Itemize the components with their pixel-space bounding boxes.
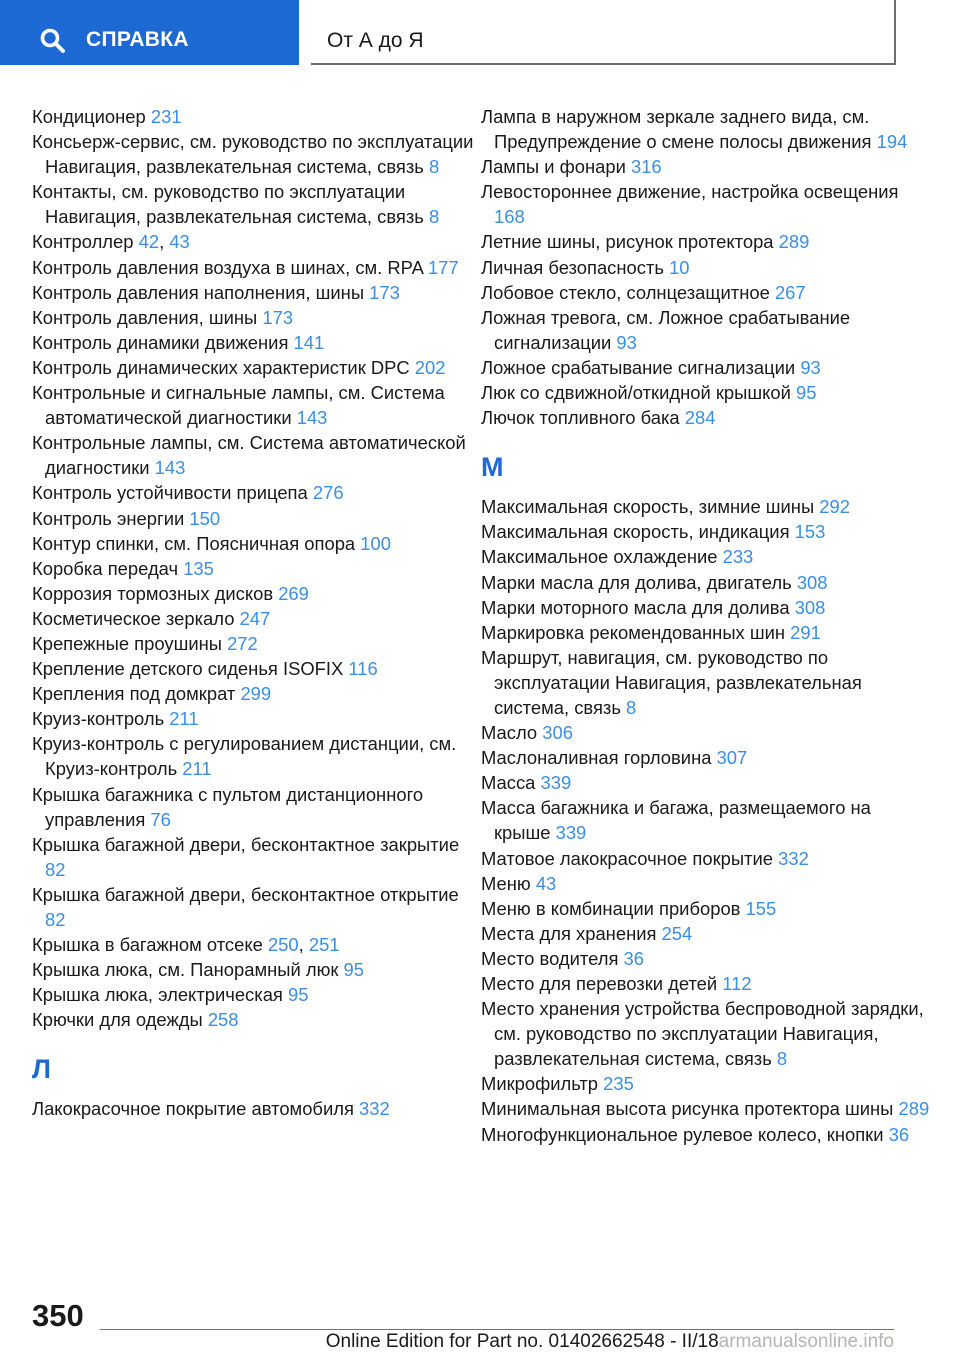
- page-link[interactable]: 95: [795, 382, 817, 404]
- index-entry: [481, 229, 931, 254]
- page-link[interactable]: 269: [278, 582, 309, 604]
- index-entry-text: Ложная тревога, см. Ложное срабатывание сигнализации: [481, 306, 851, 353]
- index-entry: [32, 1096, 482, 1121]
- index-entry-text: Меню: [481, 872, 536, 894]
- index-entry: [32, 832, 482, 882]
- index-entry: [481, 154, 931, 179]
- page-link[interactable]: 211: [169, 708, 199, 730]
- index-entry-text: Многофункциональное рулевое колесо, кнопки: [481, 1123, 889, 1145]
- index-entry-text: Контрольные и сигнальные лампы, см. Система автоматической диагностики: [32, 382, 445, 429]
- index-entry: [481, 405, 931, 430]
- index-entry-text: Ложное срабатывание сигнализации: [481, 356, 801, 378]
- index-entry-text: Коррозия тормозных дисков: [32, 582, 279, 604]
- index-entry-text: Личная безопасность: [481, 256, 670, 278]
- index-entry: [481, 871, 931, 896]
- index-entry-text: Коробка передач: [32, 557, 184, 579]
- index-entry-text: Люк со сдвижной/откидной крышкой: [481, 382, 796, 404]
- index-entry: [32, 380, 482, 430]
- page-link[interactable]: 276: [312, 482, 344, 504]
- index-entry-text: Крепление детского сиденья ISOFIX: [32, 658, 349, 680]
- chapter-header: [311, 0, 896, 65]
- index-entry: Контроллер 42, 43: [32, 231, 190, 253]
- page-link[interactable]: 36: [888, 1123, 910, 1145]
- index-entry: [32, 305, 482, 330]
- index-entry-text: Кондиционер: [32, 106, 151, 127]
- page-link[interactable]: 284: [684, 407, 716, 429]
- index-entry: [481, 795, 931, 845]
- page-link[interactable]: 153: [794, 521, 826, 543]
- index-entry: [32, 179, 482, 229]
- index-entry: [481, 1122, 931, 1147]
- index-entry: [32, 606, 482, 631]
- index-entry-text: Лампа в наружном зеркале заднего вида, см. Предупреждение о смене полосы движения: [481, 106, 877, 153]
- index-entry-text: Круиз-контроль: [32, 708, 170, 730]
- index-entry: [481, 720, 931, 745]
- page-link[interactable]: 143: [154, 457, 186, 479]
- index-entry: [481, 971, 931, 996]
- index-entry: [481, 179, 931, 229]
- index-entry: [481, 620, 931, 645]
- page-link[interactable]: 308: [794, 596, 826, 618]
- index-entry-text: Контроль давления наполнения, шины: [32, 281, 370, 303]
- page-link[interactable]: 332: [778, 847, 809, 869]
- page-link[interactable]: 247: [239, 607, 271, 629]
- index-entry-text: Микрофильтр: [481, 1073, 604, 1095]
- page-link[interactable]: 306: [542, 722, 573, 744]
- index-entry: [32, 882, 482, 932]
- page-link[interactable]: 235: [603, 1073, 634, 1095]
- index-entry-text: Места для хранения: [481, 922, 662, 944]
- page-link[interactable]: 177: [427, 256, 459, 278]
- index-entry-text: Крепления под домкрат: [32, 683, 241, 705]
- index-entry-text: Крышка в багажном отсеке: [32, 934, 268, 956]
- index-entry: [32, 430, 482, 480]
- index-entry: [481, 745, 931, 770]
- page-link[interactable]: 141: [293, 331, 325, 353]
- page-link[interactable]: 93: [616, 331, 637, 353]
- index-entry-text: Крышка багажной двери, бесконтактное открытие: [32, 883, 459, 905]
- page-link[interactable]: 339: [555, 822, 587, 844]
- index-entry-text: Левостороннее движение, настройка освещения: [481, 181, 899, 203]
- page-link[interactable]: 8: [428, 206, 440, 228]
- index-entry-text: Косметическое зеркало: [32, 607, 240, 629]
- page-link[interactable]: 8: [428, 156, 440, 178]
- index-entry: [32, 1007, 482, 1032]
- index-entry: [481, 1096, 931, 1121]
- index-entry-text: Круиз-контроль с регулированием дистанции, см. Круиз-контроль: [32, 733, 457, 780]
- index-entry: [32, 280, 482, 305]
- index-entry-text: Марки масла для долива, двигатель: [481, 571, 797, 593]
- page-link[interactable]: 95: [343, 959, 365, 981]
- index-entry: [32, 782, 482, 832]
- index-entry-text: Контроль динамических характеристик DPC: [32, 356, 415, 378]
- page-link[interactable]: 308: [796, 571, 828, 593]
- index-entry-text: Контур спинки, см. Поясничная опора: [32, 532, 361, 554]
- index-entry-text: Лобовое стекло, солнцезащитное: [481, 281, 775, 303]
- index-entry-text: Контроль устойчивости прицепа: [32, 482, 313, 504]
- page-link[interactable]: 233: [722, 546, 754, 568]
- index-entry-text: Крышка багажной двери, бесконтактное закрытие: [32, 833, 460, 855]
- index-entry-text: Контроль динамики движения: [32, 331, 294, 353]
- page-link[interactable]: 267: [774, 281, 806, 303]
- page-link[interactable]: 42: [138, 231, 160, 253]
- index-entry: [481, 645, 931, 720]
- page-link[interactable]: 231: [150, 106, 182, 127]
- index-entry-text: Максимальная скорость, индикация: [481, 521, 795, 543]
- index-entry-text: Контрольные лампы, см. Система автоматической диагностики: [32, 432, 466, 479]
- page-link[interactable]: 76: [150, 808, 171, 830]
- index-entry-text: Минимальная высота рисунка протектора шины: [481, 1098, 899, 1120]
- index-entry: [481, 1071, 931, 1096]
- index-entry: [481, 305, 931, 355]
- footer-divider: [100, 1329, 894, 1330]
- page-link[interactable]: 316: [630, 156, 662, 178]
- index-entry: [481, 380, 931, 405]
- index-entry: [481, 255, 931, 280]
- index-entry-text: Маркировка рекомендованных шин: [481, 621, 791, 643]
- page-link[interactable]: 36: [623, 947, 644, 969]
- page-link[interactable]: 258: [207, 1009, 239, 1031]
- index-entry-text: Марки моторного масла для долива: [481, 596, 795, 618]
- page-link[interactable]: 202: [414, 356, 446, 378]
- page-link[interactable]: 299: [240, 683, 272, 705]
- page-link[interactable]: 173: [262, 306, 294, 328]
- page-link[interactable]: 251: [308, 934, 340, 956]
- page-link[interactable]: 10: [669, 256, 690, 278]
- index-entry-text: Лампы и фонари: [481, 156, 631, 178]
- page-link[interactable]: 82: [45, 858, 66, 880]
- index-entry: [32, 957, 482, 982]
- page-link[interactable]: 43: [169, 231, 190, 253]
- index-entry-text: Контроль энергии: [32, 507, 190, 529]
- page-link[interactable]: 95: [288, 984, 309, 1006]
- index-entry: [32, 982, 482, 1007]
- page-link[interactable]: 332: [359, 1098, 390, 1120]
- index-entry-text: Матовое лакокрасочное покрытие: [481, 847, 779, 869]
- index-entry-text: Крепежные проушины: [32, 632, 228, 654]
- index-entry-text: Крышка люка, электрическая: [32, 984, 288, 1006]
- index-entry: Крышка в багажном отсеке 250, 251: [32, 934, 340, 956]
- index-entry-text: Масло: [481, 722, 543, 744]
- index-entry-text: Крышка багажника с пультом дистанционного управления: [32, 783, 424, 830]
- index-column-left: [32, 104, 482, 1122]
- page-link[interactable]: 93: [800, 356, 821, 378]
- index-entry: [32, 706, 482, 731]
- index-entry: [32, 506, 482, 531]
- page-link[interactable]: 135: [183, 557, 214, 579]
- index-entry-text: Масса: [481, 772, 541, 794]
- index-entry: [32, 129, 482, 179]
- index-entry: [481, 946, 931, 971]
- index-entry: [32, 656, 482, 681]
- search-icon: [40, 28, 66, 54]
- page-link[interactable]: 112: [722, 973, 752, 994]
- page-link[interactable]: 143: [296, 407, 328, 429]
- index-entry-text: Крючки для одежды: [32, 1009, 208, 1031]
- index-entry: [32, 104, 482, 129]
- edition-text: Online Edition for Part no. 01402662548 - II/18: [325, 1331, 719, 1352]
- index-entry: [481, 280, 931, 305]
- index-entry-text: Контроль давления воздуха в шинах, см. RPA: [32, 256, 428, 278]
- page-link[interactable]: 82: [45, 909, 66, 930]
- index-entry: [481, 846, 931, 871]
- index-entry: [32, 255, 482, 280]
- section-tab[interactable]: [0, 0, 299, 65]
- page-link[interactable]: 100: [360, 532, 391, 554]
- page-link[interactable]: 211: [182, 758, 212, 780]
- index-entry-text: Место хранения устройства беспроводной зарядки, см. руководство по эксплуатации Навигация, развлекательная система, связь: [481, 998, 924, 1070]
- index-entry-text: Лакокрасочное покрытие автомобиля: [32, 1098, 360, 1120]
- page-link[interactable]: 289: [898, 1098, 930, 1120]
- chapter-title: От А до Я: [327, 29, 424, 52]
- index-entry: [32, 531, 482, 556]
- index-entry: [32, 480, 482, 505]
- index-entry-text: Максимальное охлаждение: [481, 546, 723, 568]
- page-link[interactable]: 272: [227, 632, 258, 654]
- index-letter-heading: Л: [32, 1054, 51, 1085]
- index-entry-text: Масса багажника и багажа, размещаемого на крыше: [481, 797, 871, 844]
- index-entry: [481, 494, 931, 519]
- page-link[interactable]: 116: [348, 658, 378, 680]
- index-entry: [32, 631, 482, 656]
- index-entry-text: Летние шины, рисунок протектора: [481, 231, 779, 253]
- page-link[interactable]: 150: [189, 507, 221, 529]
- index-entry: [481, 921, 931, 946]
- index-column-right: [481, 104, 931, 1147]
- index-entry-text: Консьерж-сервис, см. руководство по эксплуатации Навигация, развлекательная система, связь: [32, 131, 474, 178]
- page-number: 350: [32, 1298, 84, 1333]
- page-link[interactable]: 254: [661, 922, 693, 944]
- index-entry-text: Место водителя: [481, 947, 624, 969]
- index-entry-text: Крышка люка, см. Панорамный люк: [32, 959, 344, 981]
- index-entry-text: Контакты, см. руководство по эксплуатации Навигация, развлекательная система, связь: [32, 181, 429, 228]
- index-entry-text: Контроллер: [32, 231, 139, 253]
- index-entry: [481, 519, 931, 544]
- index-entry: [481, 544, 931, 569]
- page-link[interactable]: 155: [745, 897, 777, 919]
- index-entry-text: Место для перевозки детей: [481, 973, 723, 994]
- page-link[interactable]: 307: [716, 747, 748, 769]
- index-entry: [481, 896, 931, 921]
- index-entry: [32, 681, 482, 706]
- index-entry-text: Маслоналивная горловина: [481, 747, 717, 769]
- page-link[interactable]: 43: [535, 872, 557, 894]
- page-link[interactable]: 292: [819, 496, 850, 518]
- index-entry: [481, 770, 931, 795]
- index-entry: [32, 556, 482, 581]
- index-entry: [32, 731, 482, 781]
- page-link[interactable]: 339: [540, 772, 572, 794]
- footer-edition: [326, 1331, 894, 1353]
- page-link[interactable]: 194: [876, 131, 908, 153]
- index-entry-text: Меню в комбинации приборов: [481, 897, 746, 919]
- page-link[interactable]: 168: [494, 206, 525, 228]
- index-entry: [32, 330, 482, 355]
- index-entry: [32, 355, 482, 380]
- index-entry: [481, 595, 931, 620]
- index-entry-text: Максимальная скорость, зимние шины: [481, 496, 820, 518]
- index-entry-text: Лючок топливного бака: [481, 407, 685, 429]
- index-entry: [481, 570, 931, 595]
- page-link[interactable]: 8: [626, 696, 637, 718]
- index-entry-text: Контроль давления, шины: [32, 306, 263, 328]
- index-entry: [481, 996, 931, 1071]
- page-link[interactable]: 173: [369, 281, 400, 303]
- index-entry: [481, 355, 931, 380]
- page-link[interactable]: 8: [776, 1048, 788, 1070]
- watermark-text: armanualsonline.info: [718, 1331, 894, 1352]
- index-letter-heading: М: [481, 452, 504, 483]
- index-entry-text: Маршрут, навигация, см. руководство по эксплуатации Навигация, развлекательная система, связь: [481, 646, 862, 718]
- index-entry: [481, 104, 931, 154]
- index-entry: [32, 581, 482, 606]
- page-link[interactable]: 289: [778, 231, 810, 253]
- page-link[interactable]: 291: [790, 621, 821, 643]
- section-label: СПРАВКА: [86, 28, 189, 51]
- page-link[interactable]: 250: [267, 934, 299, 956]
